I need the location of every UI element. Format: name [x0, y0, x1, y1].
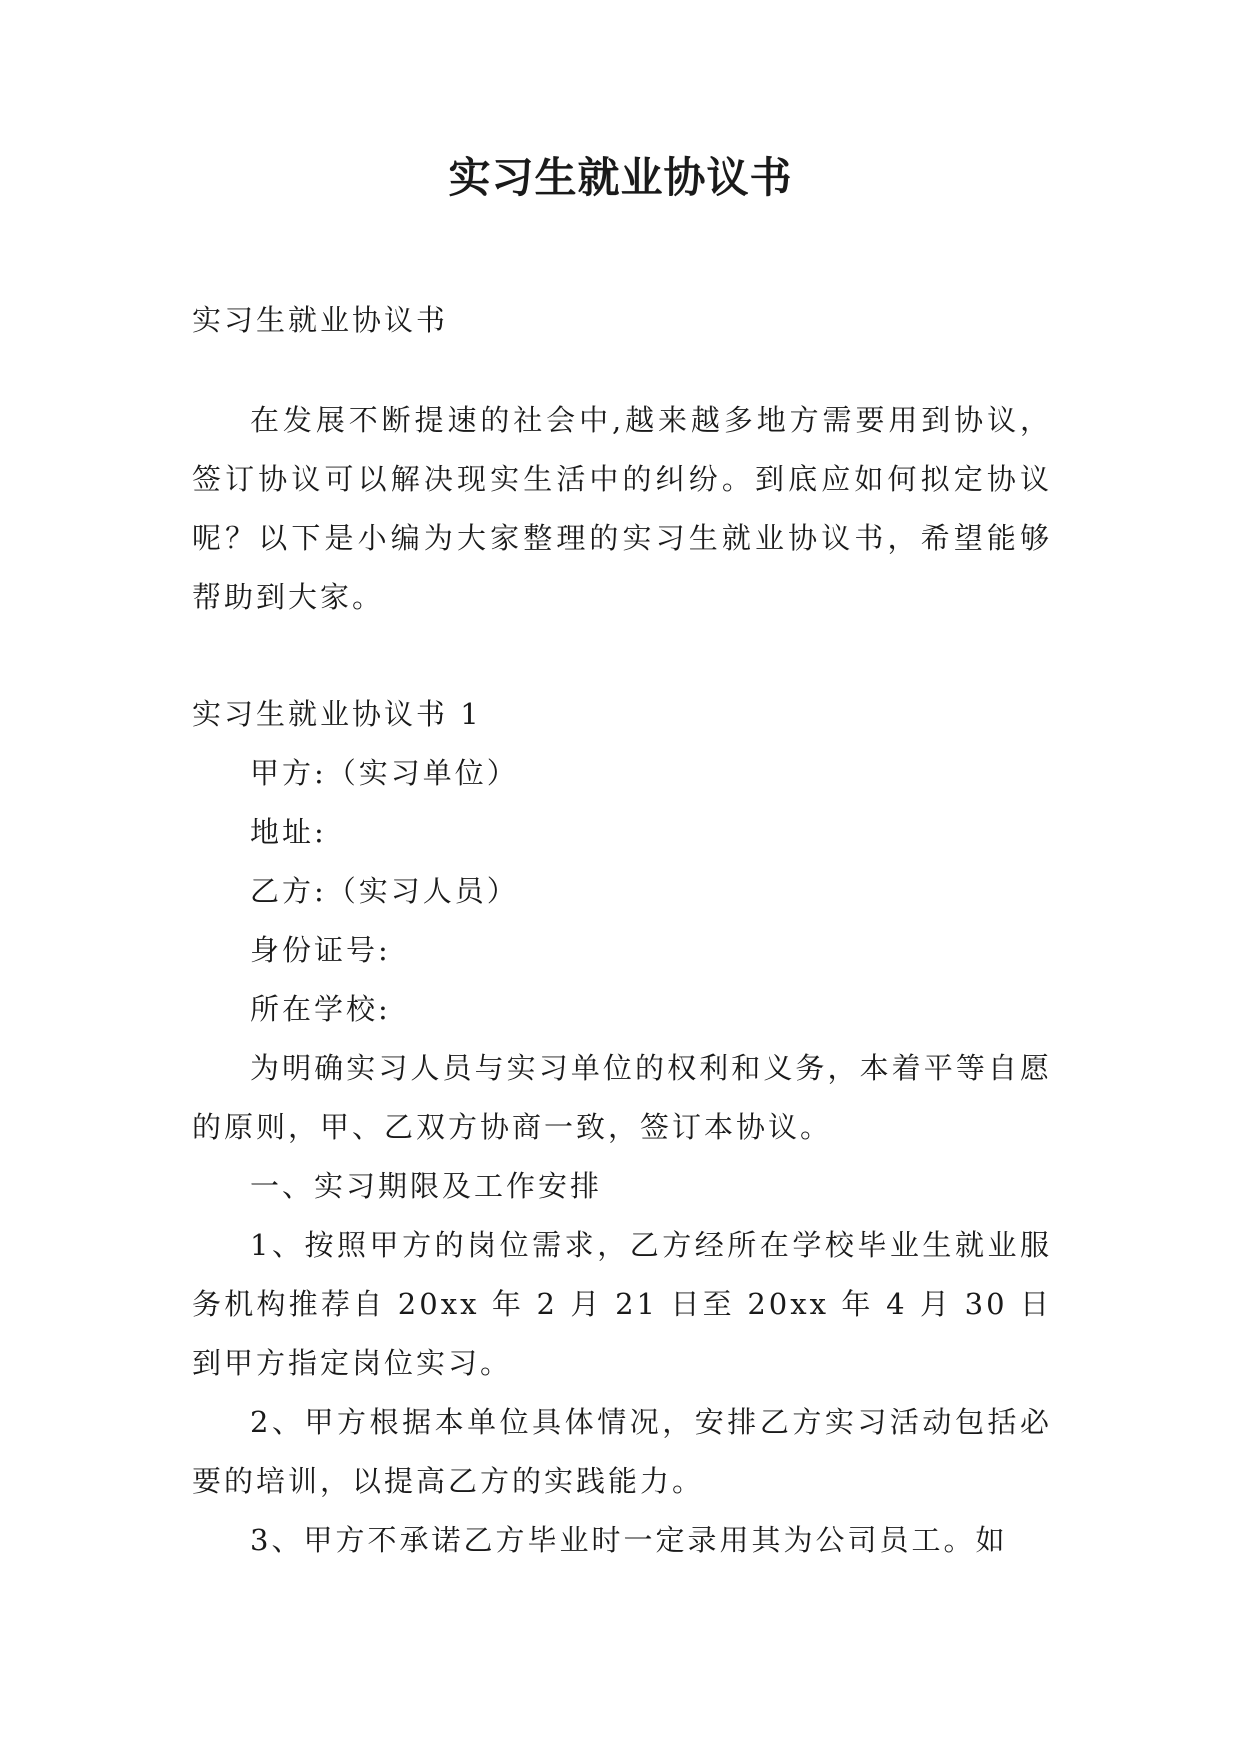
purpose-paragraph: 为明确实习人员与实习单位的权利和义务，本着平等自愿的原则，甲、乙双方协商一致，签订本协议。 — [192, 1051, 1052, 1144]
clause-heading: 一、实习期限及工作安排 — [250, 1169, 603, 1203]
intro-paragraph: 在发展不断提速的社会中,越来越多地方需要用到协议，签订协议可以解决现实生活中的纠纷。到底应如何拟定协议呢？以下是小编为大家整理的实习生就业协议书，希望能够帮助到大家。 — [192, 403, 1052, 614]
clause-paragraph: 3、甲方不承诺乙方毕业时一定录用其为公司员工。如 — [250, 1523, 1008, 1557]
address-field: 地址: — [250, 815, 327, 849]
id-number-field: 身份证号: — [250, 933, 391, 967]
spacer — [192, 627, 1052, 685]
party-b-field: 乙方:（实习人员） — [250, 874, 519, 908]
school-field: 所在学校: — [250, 992, 391, 1026]
document-body — [192, 291, 1052, 1570]
document-subtitle: 实习生就业协议书 — [192, 303, 449, 337]
party-a-field: 甲方:（实习单位） — [250, 756, 519, 790]
spacer — [192, 350, 1052, 391]
document-title: 实习生就业协议书 — [448, 153, 793, 202]
clause-paragraph: 2、甲方根据本单位具体情况，安排乙方实习活动包括必要的培训，以提高乙方的实践能力。 — [192, 1405, 1052, 1498]
section-heading: 实习生就业协议书 1 — [192, 697, 482, 731]
clause-paragraph: 1、按照甲方的岗位需求，乙方经所在学校毕业生就业服务机构推荐自 20xx 年 2 月 21 日至 20xx 年 4 月 30 日到甲方指定岗位实习。 — [192, 1228, 1052, 1380]
